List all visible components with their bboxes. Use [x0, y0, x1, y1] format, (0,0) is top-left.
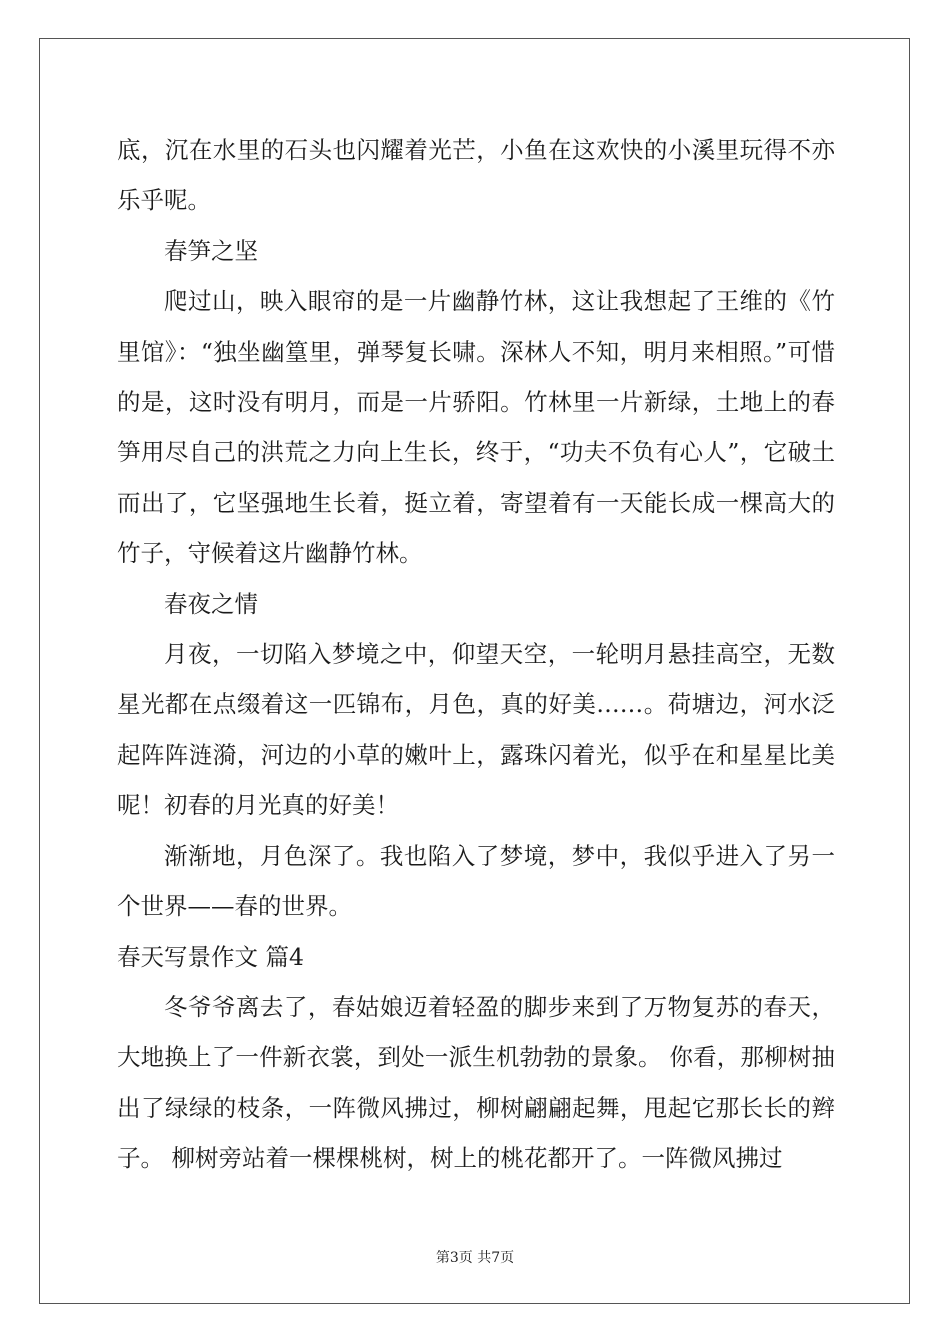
paragraph-1: 底，沉在水里的石头也闪耀着光芒，小鱼在这欢快的小溪里玩得不亦乐乎呢。 [117, 136, 835, 215]
paragraph-4: 渐渐地，月色深了。我也陷入了梦境，梦中，我似乎进入了另一个世界——春的世界。 [117, 841, 835, 921]
paragraph-5: 冬爷爷离去了，春姑娘迈着轻盈的脚步来到了万物复苏的春天，大地换上了一件新衣裳，到处一派生机勃勃的景象。 你看，那柳树抽出了绿绿的枝条，一阵微风拂过，柳树翩翩起舞，甩起它那长长的辫子。 柳树旁站着一棵棵桃树，树上的桃花都开了。一阵微风拂过 [117, 992, 835, 1173]
paragraph-2: 爬过山，映入眼帘的是一片幽静竹林，这让我想起了王维的《竹里馆》：“独坐幽篁里，弹琴复长啸。深林人不知，明月来相照。”可惜的是，这时没有明月，而是一片骄阳。竹林里一片新绿，土地上的春笋用尽自己的洪荒之力向上生长，终于，“功夫不负有心人”，它破土而出了，它坚强地生长着，挺立着，寄望着有一天能长成一棵高大的竹子，守候着这片幽静竹林。 [117, 287, 835, 568]
section-heading-night: 春夜之情 [164, 589, 258, 618]
article-title: 春天写景作文 篇4 [117, 942, 304, 971]
page-footer: 第3页 共7页 [435, 1250, 515, 1266]
section-heading-bamboo: 春笋之坚 [164, 236, 258, 265]
document-body [117, 125, 835, 1184]
paragraph-3: 月夜，一切陷入梦境之中，仰望天空，一轮明月悬挂高空，无数星光都在点缀着这一匹锦布，月色，真的好美……。荷塘边，河水泛起阵阵涟漪，河边的小草的嫩叶上，露珠闪着光，似乎在和星星比美呢！初春的月光真的好美！ [117, 640, 835, 820]
